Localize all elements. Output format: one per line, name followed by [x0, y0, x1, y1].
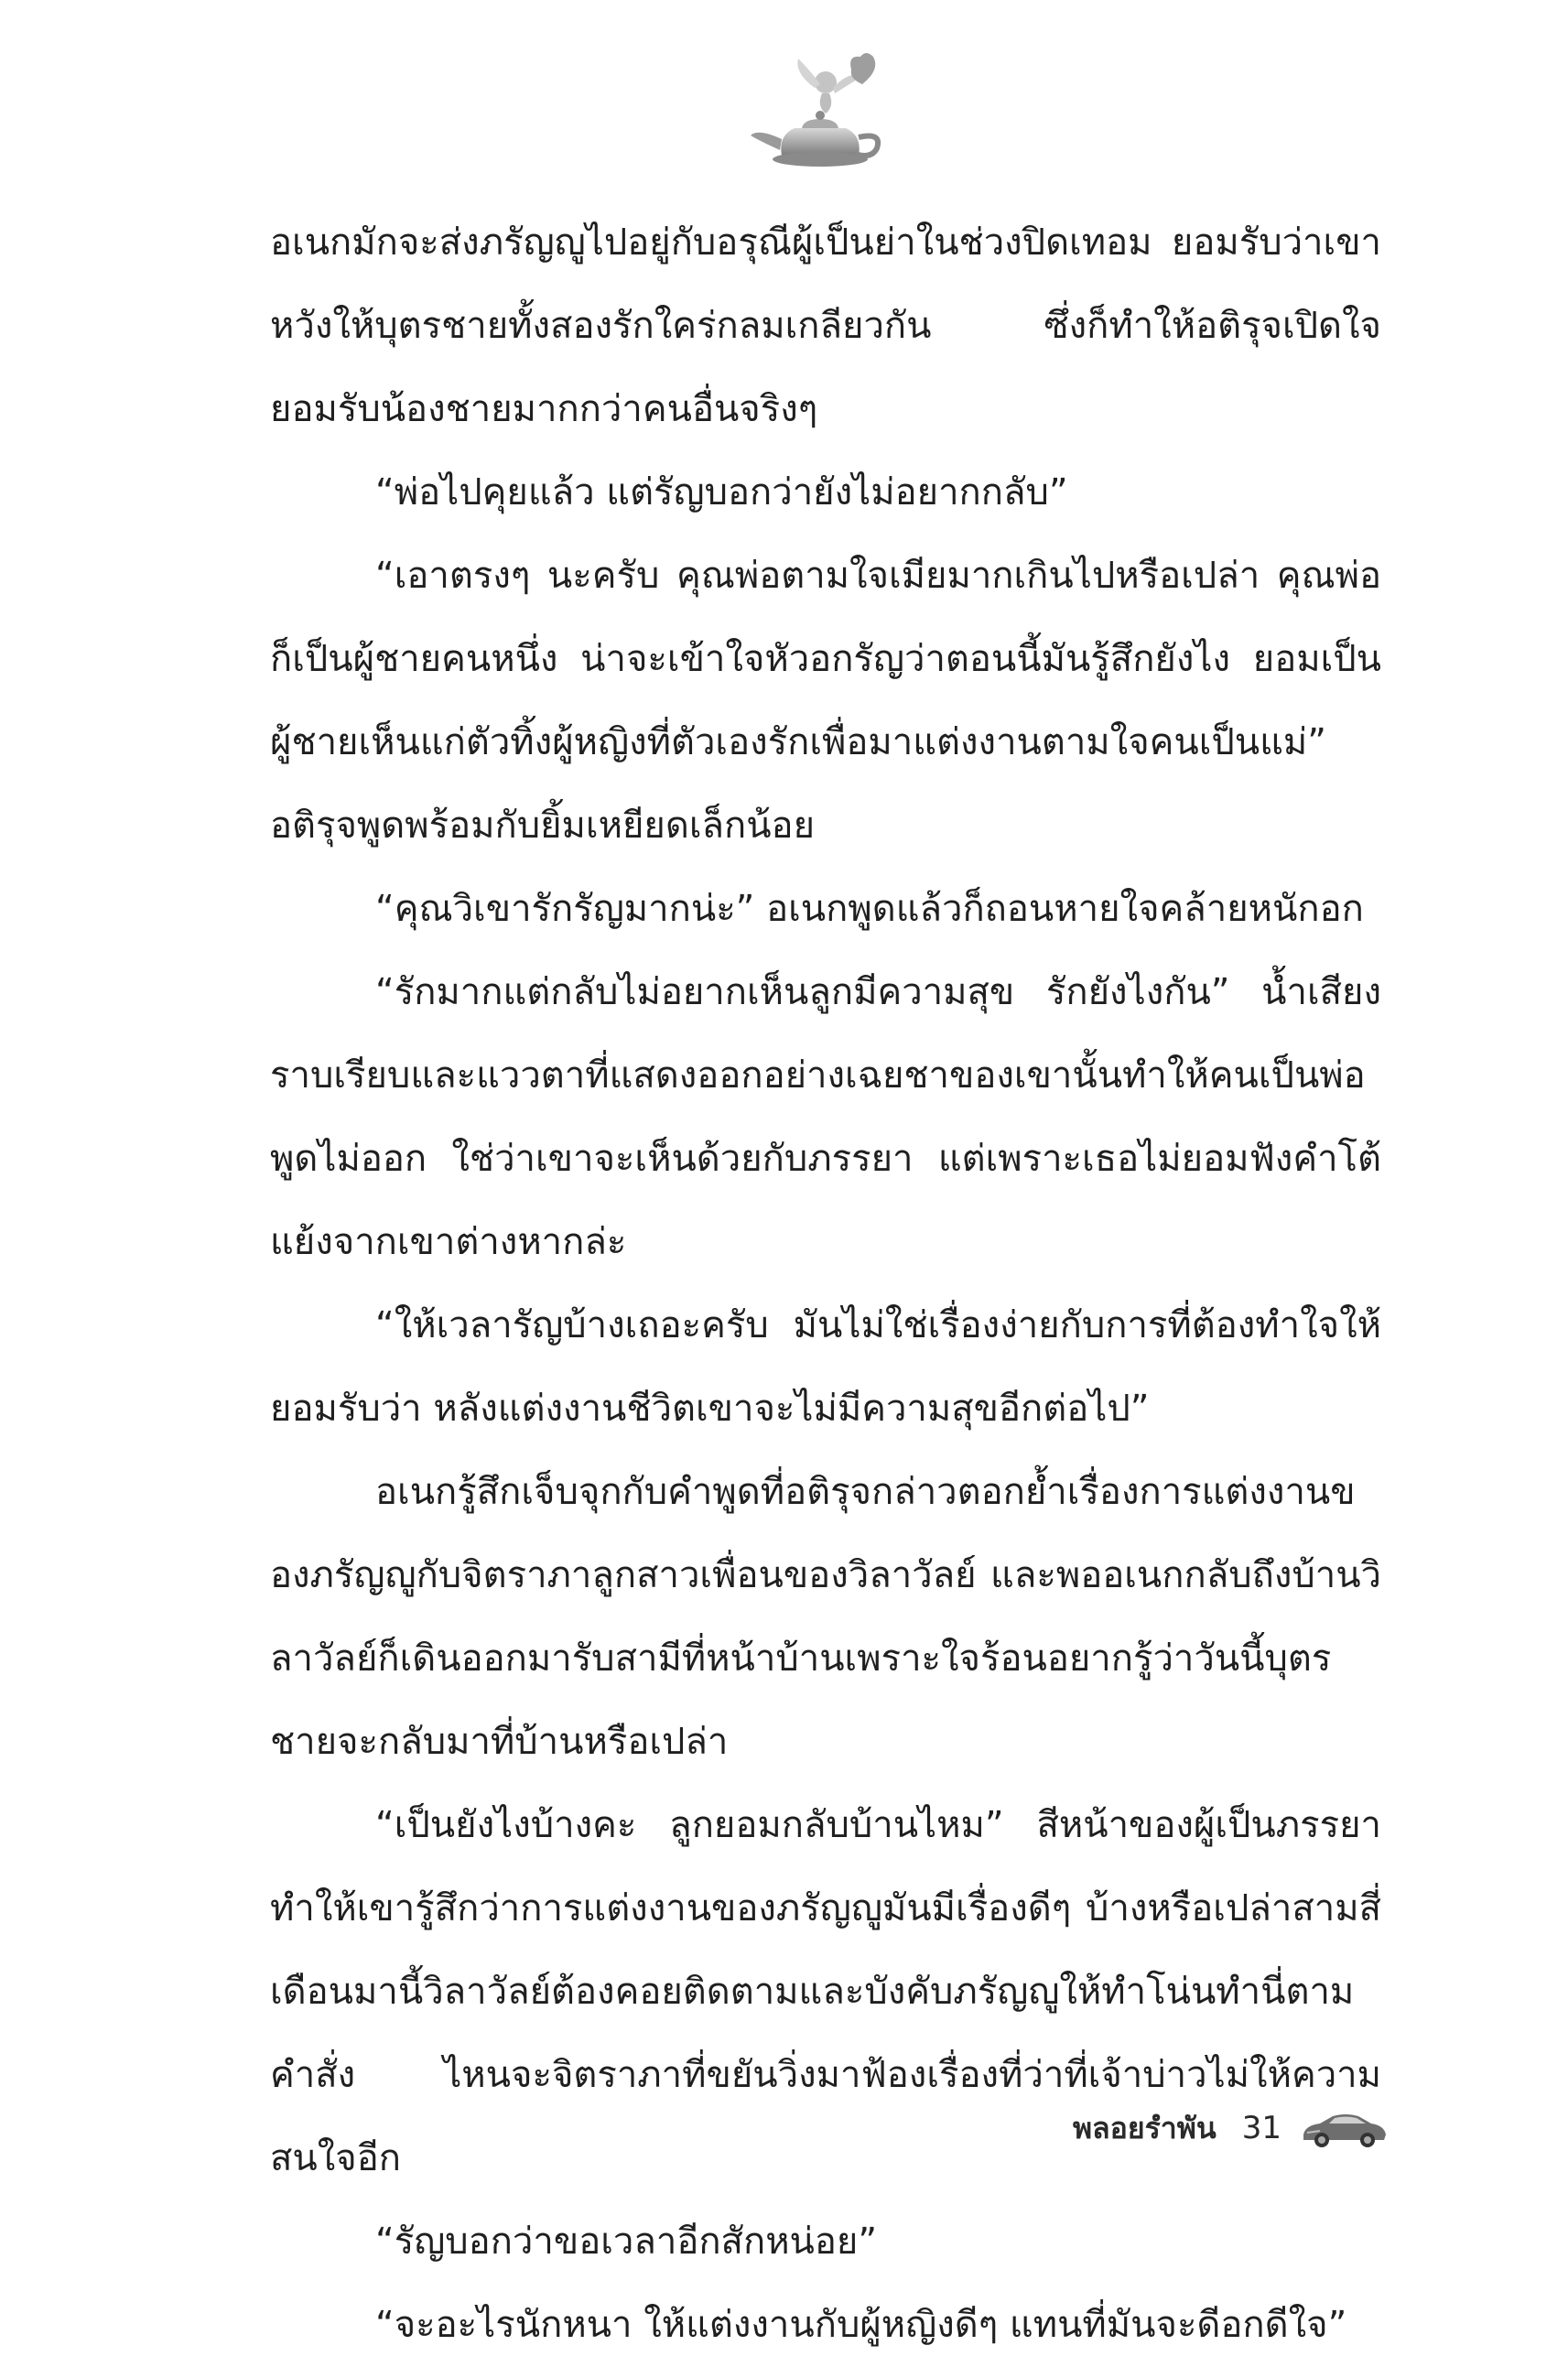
paragraph: “ให้เวลารัญบ้างเถอะครับ มันไม่ใช่เรื่องง่ายกับการที่ต้องทำใจให้ยอมรับว่า หลังแต่งงานชีวิตเขาจะไม่มีความสุขอีกต่อไป” — [270, 1304, 1381, 1430]
car-icon — [1298, 2107, 1390, 2149]
paragraph: “เป็นยังไงบ้างคะ ลูกยอมกลับบ้านไหม” สีหน้าของผู้เป็นภรรยาทำให้เขารู้สึกว่าการแต่งงานของภรัญญูมันมีเรื่องดีๆ บ้างหรือเปล่าสามสี่เดือนมานี้วิลาวัลย์ต้องคอยติดตามและบังคับภรัญญูให้ทำโน่นทำนี่ตามคำสั่ง ไหนจะจิตราภาที่ขยันวิ่งมาฟ้องเรื่องที่ว่าที่เจ้าบ่าวไม่ให้ความสนใจอีก — [270, 1804, 1381, 2179]
cupid-teapot-ornament-icon — [738, 48, 893, 176]
page-number: 31 — [1241, 2110, 1281, 2146]
paragraph: “เอาตรงๆ นะครับ คุณพ่อตามใจเมียมากเกินไปหรือเปล่า คุณพ่อก็เป็นผู้ชายคนหนึ่ง น่าจะเข้าใจหัวอกรัญว่าตอนนี้มันรู้สึกยังไง ยอมเป็นผู้ชายเห็นแก่ตัวทิ้งผู้หญิงที่ตัวเองรักเพื่อมาแต่งงานตามใจคนเป็นแม่” อติรุจพูดพร้อมกับยิ้มเหยียดเล็กน้อย — [270, 555, 1381, 847]
book-title: พลอยรำพัน — [1072, 2110, 1217, 2145]
paragraph: “พ่อไปคุยแล้ว แต่รัญบอกว่ายังไม่อยากกลับ” — [375, 471, 1068, 513]
paragraph: “จะอะไรนักหนา ให้แต่งงานกับผู้หญิงดีๆ แทนที่มันจะดีอกดีใจ” — [375, 2304, 1347, 2346]
page-body — [270, 201, 1381, 2367]
paragraph: อเนกรู้สึกเจ็บจุกกับคำพูดที่อติรุจกล่าวตอกย้ำเรื่องการแต่งงานของภรัญญูกับจิตราภาลูกสาวเพื่อนของวิลาวัลย์ และพออเนกกลับถึงบ้านวิลาวัลย์ก็เดินออกมารับสามีที่หน้าบ้านเพราะใจร้อนอยากรู้ว่าวันนี้บุตรชายจะกลับมาที่บ้านหรือเปล่า — [270, 1471, 1381, 1763]
paragraph: อเนกมักจะส่งภรัญญูไปอยู่กับอรุณีผู้เป็นย่าในช่วงปิดเทอม ยอมรับว่าเขาหวังให้บุตรชายทั้งสองรักใคร่กลมเกลียวกัน ซึ่งก็ทำให้อติรุจเปิดใจยอมรับน้องชายมากกว่าคนอื่นจริงๆ — [270, 222, 1381, 430]
paragraph: “รักมากแต่กลับไม่อยากเห็นลูกมีความสุข รักยังไงกัน” น้ำเสียงราบเรียบและแววตาที่แสดงออกอย่างเฉยชาของเขานั้นทำให้คนเป็นพ่อพูดไม่ออก ใช่ว่าเขาจะเห็นด้วยกับภรรยา แต่เพราะเธอไม่ยอมฟังคำโต้แย้งจากเขาต่างหากล่ะ — [270, 971, 1381, 1263]
page-footer — [1073, 2101, 1390, 2156]
paragraph: “รัญบอกว่าขอเวลาอีกสักหน่อย” — [375, 2221, 878, 2263]
paragraph: “คุณวิเขารักรัญมากน่ะ” อเนกพูดแล้วก็ถอนหายใจคล้ายหนักอก — [375, 888, 1364, 930]
